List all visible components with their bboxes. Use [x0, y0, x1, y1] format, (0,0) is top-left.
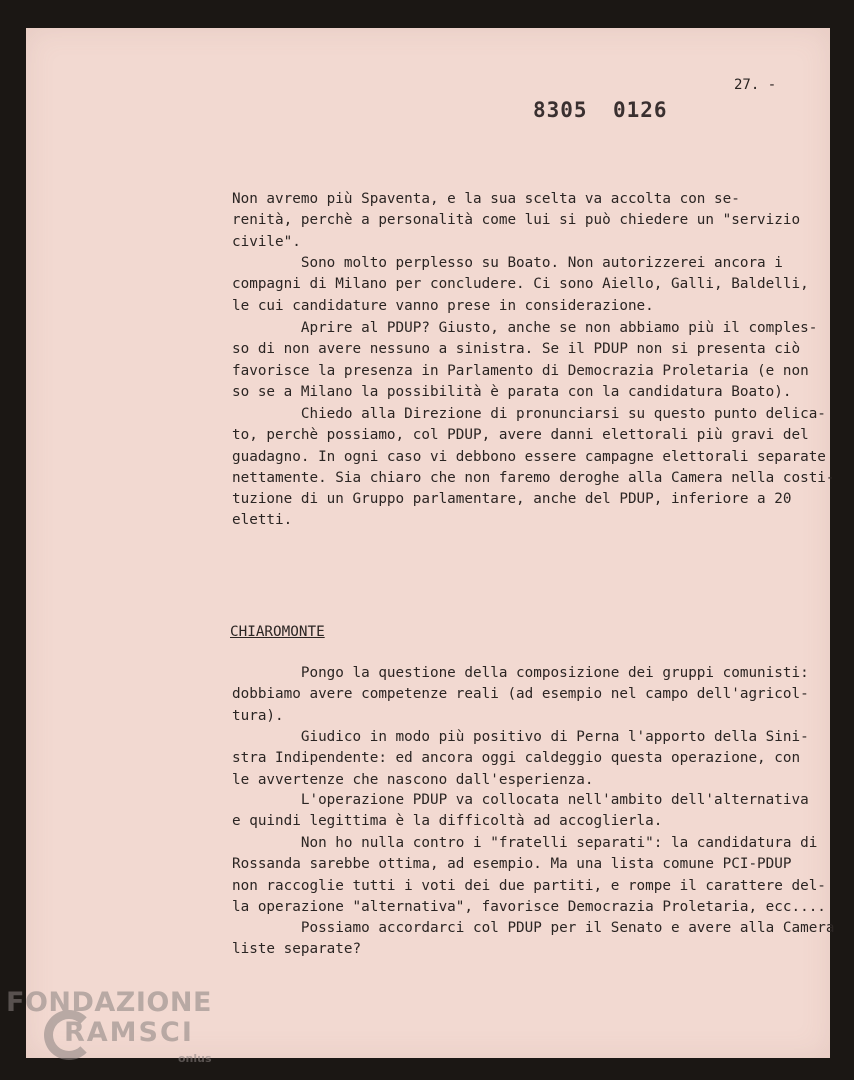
watermark-line2: RAMSCI: [64, 1017, 194, 1048]
paragraph: Possiamo accordarci col PDUP per il Senato e avere alla liste separate?: [232, 920, 775, 958]
watermark-g-logo-icon: [44, 1010, 94, 1060]
archive-stamp-right: 0126: [613, 98, 668, 122]
paragraph: Non ho nulla contro i "fratelli separati": la candidatura Rossanda sarebbe ottima, ad esempio. Ma una lista comune PCI-PDUP non raccoglie tutti i voti dei due partiti, e rompe il carattere la operazione "alternativa", favorisce Democrazia Proletaria,: [232, 835, 792, 915]
watermark-onlus: onlus: [178, 1052, 212, 1065]
paragraph: Sono molto perplesso su Boato. Non autorizzerei ancora i compagni di Milano per concludere. Ci sono Aiello, Galli, Baldelli, le cui candidature vanno prese in considerazione.: [232, 255, 809, 314]
paragraph: Aprire al PDUP? Giusto, anche se non abbiamo più il comples- so di non avere nessuno a sinistra. Se il PDUP non si presenta ciò favorisce la presenza in Parlamento di Democrazia Proletaria (e so se a Milano la possibilità è parata con la candidatura Boato).: [232, 320, 818, 400]
paragraph: Giudico in modo più positivo di Perna l'apporto della Sini- stra Indipendente: ed ancora oggi caldeggio questa operazione, con le avvertenze che nascono dall'esperienza.: [232, 729, 809, 788]
watermark-line1: FONDAZIONE: [6, 987, 212, 1018]
paragraph: Pongo la questione della composizione dei gruppi comunisti: dobbiamo avere competenze reali (ad esempio nel campo dell'agricol- tura).: [232, 665, 809, 724]
page-number: 27. -: [734, 77, 777, 93]
paragraph: L'operazione PDUP va collocata nell'ambito dell'alternativa e quindi legittima è la difficoltà ad accoglierla.: [232, 792, 809, 830]
archive-stamp-left: 8305: [533, 98, 588, 122]
fondazione-gramsci-watermark: [6, 987, 212, 1065]
paragraph: Chiedo alla Direzione di pronunciarsi su questo punto to, perchè possiamo, col PDUP, avere danni elettorali più gravi guadagno. In ogni caso vi debbono essere campagne elettorali separate nettamente. Sia chiaro che non faremo deroghe alla Camera nella tuzione di un Gruppo parlamentare, anche del PDUP, inferiore a 20 eletti.: [232, 406, 826, 529]
speaker-heading: CHIAROMONTE: [230, 624, 325, 640]
paragraph: Non avremo più Spaventa, e la sua scelta va accolta con se- renità, perchè a personalità come lui si può chiedere un "servizio civile".: [232, 191, 801, 250]
